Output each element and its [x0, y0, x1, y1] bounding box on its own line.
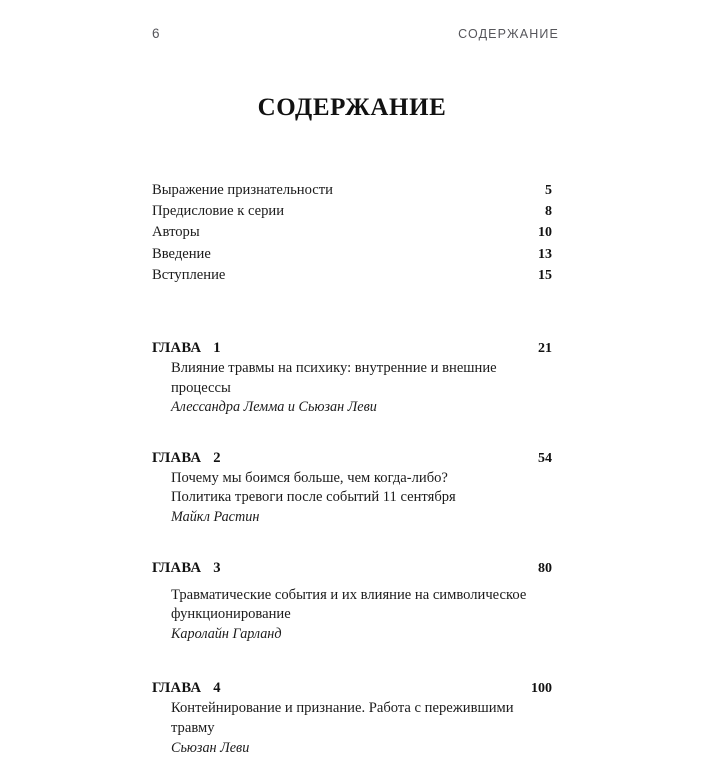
- page-folio: 6: [152, 26, 160, 41]
- chapter-page: 54: [538, 450, 552, 466]
- front-matter-entry[interactable]: [152, 244, 552, 265]
- chapter-title-line-2: функционирование: [171, 606, 291, 623]
- chapter-label: ГЛАВА 2: [152, 449, 221, 466]
- chapter-label: ГЛАВА 4: [152, 680, 221, 697]
- front-matter-list: [152, 180, 552, 286]
- front-matter-label: Авторы: [152, 224, 200, 241]
- front-matter-entry[interactable]: [152, 201, 552, 222]
- chapter-head: [152, 450, 552, 467]
- chapter-body: [152, 359, 552, 418]
- chapter-title-line-1: Контейнирование и признание. Работа с пережившими травму: [171, 700, 514, 736]
- front-matter-entry[interactable]: [152, 265, 552, 286]
- toc-content: [152, 180, 552, 758]
- front-matter-page: 10: [538, 225, 552, 241]
- chapter-title-line-1: Травматические события и их влияние на символическое: [171, 586, 527, 603]
- chapter-page: 80: [538, 560, 552, 576]
- chapter-body: [152, 586, 552, 645]
- running-head-title: СОДЕРЖАНИЕ: [458, 27, 559, 41]
- chapter-body: [152, 699, 552, 758]
- front-matter-label: Вступление: [152, 266, 226, 283]
- chapter-title-line-2: Политика тревоги после событий 11 сентября: [171, 489, 456, 506]
- chapter-entry[interactable]: [152, 680, 552, 758]
- chapter-author: Сьюзан Леви: [171, 739, 250, 756]
- front-matter-entry[interactable]: [152, 180, 552, 201]
- front-matter-page: 15: [538, 267, 552, 283]
- chapter-entry[interactable]: [152, 560, 552, 645]
- front-matter-entry[interactable]: [152, 222, 552, 243]
- chapter-head: [152, 560, 552, 577]
- front-matter-label: Предисловие к серии: [152, 203, 285, 220]
- chapter-page: 100: [531, 681, 552, 697]
- front-matter-label: Введение: [152, 245, 211, 262]
- chapter-title-line-1: Влияние травмы на психику: внутренние и внешние процессы: [171, 360, 497, 396]
- chapter-body: [152, 469, 552, 528]
- chapter-entry[interactable]: [152, 340, 552, 418]
- chapter-title-line-1: Почему мы боимся больше, чем когда-либо?: [171, 469, 448, 486]
- chapter-label: ГЛАВА 3: [152, 559, 221, 576]
- front-matter-label: Выражение признательности: [152, 182, 333, 198]
- front-matter-page: 8: [545, 204, 552, 220]
- chapter-label: ГЛАВА 1: [152, 340, 221, 357]
- chapter-head: [152, 340, 552, 357]
- chapter-page: 21: [538, 341, 552, 357]
- chapter-list: [152, 340, 552, 758]
- chapter-author: Каролайн Гарланд: [171, 625, 282, 642]
- page-title: СОДЕРЖАНИЕ: [257, 94, 447, 121]
- chapter-author: Майкл Растин: [171, 508, 260, 525]
- chapter-head: [152, 680, 552, 697]
- chapter-entry[interactable]: [152, 450, 552, 528]
- front-matter-page: 5: [545, 183, 552, 198]
- running-head: [152, 26, 559, 41]
- front-matter-page: 13: [538, 246, 552, 262]
- chapter-author: Алессандра Лемма и Сьюзан Леви: [171, 399, 377, 416]
